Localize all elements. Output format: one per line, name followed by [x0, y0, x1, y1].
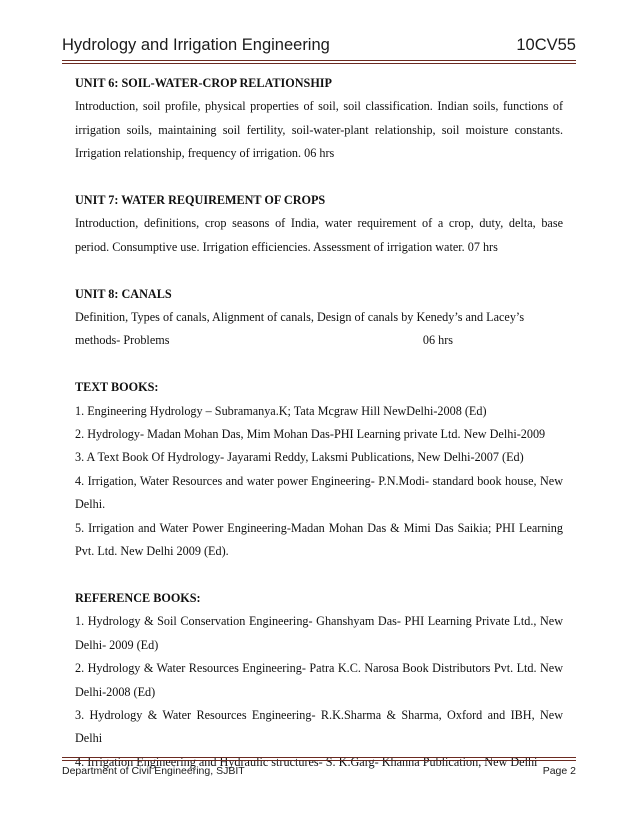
course-code: 10CV55 — [516, 36, 576, 54]
unit-7-heading: UNIT 7: WATER REQUIREMENT OF CROPS — [75, 193, 326, 208]
unit-6-section — [75, 72, 563, 166]
unit-6-text: Introduction, soil profile, physical properties of soil, soil classification. Indian soils, functions of irrigation soils, maintaining soil fertility, soil-water-plant relationship, soil moisture constants. Irrigation relationship, frequency of irrigation. 06 hrs — [75, 99, 563, 161]
reference-books-section — [75, 587, 563, 774]
text-book-item: 5. Irrigation and Water Power Engineering-Madan Mohan Das & Mimi Das Saikia; PHI Learning Pvt. Ltd. New Delhi 2009 (Ed). — [75, 520, 563, 559]
page-header — [62, 36, 576, 55]
header-title: Hydrology and Irrigation Engineering — [62, 36, 330, 54]
text-books-section — [75, 376, 563, 563]
reference-book-item: 3. Hydrology & Water Resources Engineering- R.K.Sharma & Sharma, Oxford and IBH, New Delhi — [75, 707, 563, 746]
footer-rule — [62, 757, 576, 761]
text-book-item: 3. A Text Book Of Hydrology- Jayarami Reddy, Laksmi Publications, New Delhi-2007 (Ed) — [75, 450, 524, 465]
reference-books-heading: REFERENCE BOOKS: — [75, 590, 201, 605]
unit-8-last-line — [75, 329, 563, 352]
page-footer — [62, 765, 576, 777]
page-number: Page 2 — [542, 765, 576, 777]
reference-book-item: 1. Hydrology & Soil Conservation Engineering- Ghanshyam Das- PHI Learning Private Ltd., New Delhi- 2009 (Ed) — [75, 614, 563, 652]
unit-8-text: Definition, Types of canals, Alignment of canals, Design of canals by Kenedy’s and Lacey’s — [75, 310, 525, 325]
footer-department: Department of Civil Engineering, SJBIT — [62, 765, 245, 777]
page-content — [75, 72, 563, 774]
unit-8-text-end: methods- Problems — [75, 333, 170, 348]
unit-7-text: Introduction, definitions, crop seasons of India, water requirement of a crop, duty, delta, base period. Consumptive use. Irrigation efficiencies. Assessment of irrigation water. 07 hrs — [75, 216, 563, 254]
text-book-item: 2. Hydrology- Madan Mohan Das, Mim Mohan Das-PHI Learning private Ltd. New Delhi-2009 — [75, 427, 546, 442]
text-book-item: 1. Engineering Hydrology – Subramanya.K; Tata Mcgraw Hill NewDelhi-2008 (Ed) — [75, 403, 487, 418]
text-book-item: 4. Irrigation, Water Resources and water power Engineering- P.N.Modi- standard book house, New Delhi. — [75, 473, 563, 512]
unit-6-heading: UNIT 6: SOIL-WATER-CROP RELATIONSHIP — [75, 76, 332, 90]
unit-8-heading: UNIT 8: CANALS — [75, 286, 172, 301]
unit-7-section — [75, 189, 563, 259]
text-books-heading: TEXT BOOKS: — [75, 380, 159, 395]
header-rule — [62, 60, 576, 64]
reference-book-item: 4. Irrigation Engineering and Hydraulic structures- S. K.Garg- Khanna Publication, New Delhi — [75, 754, 538, 769]
reference-book-item: 2. Hydrology & Water Resources Engineering- Patra K.C. Narosa Book Distributors Pvt. Ltd. New Delhi-2008 (Ed) — [75, 661, 563, 699]
unit-8-hours: 06 hrs — [422, 333, 453, 348]
unit-8-section — [75, 283, 563, 353]
